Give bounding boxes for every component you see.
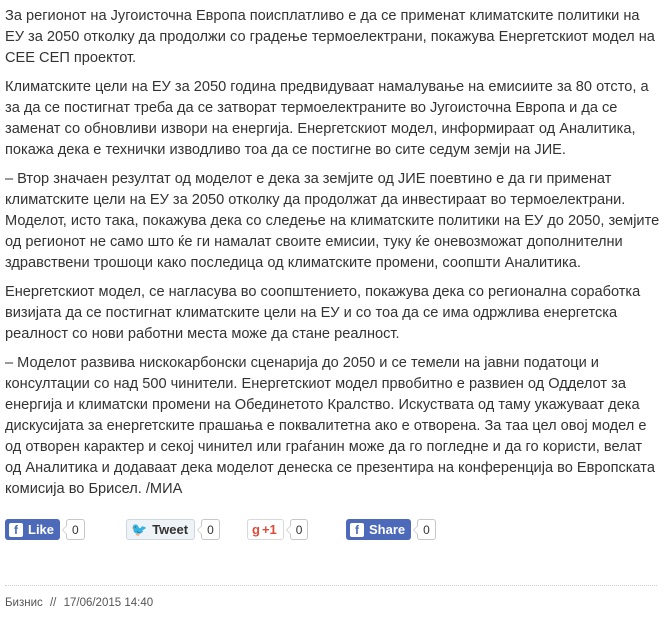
article-paragraph: Климатските цели на ЕУ за 2050 година предвидуваат намалување на емисиите за 80 отсто, а за да се постигнат треба да се затворат термоелектраните во Југоисточна Европа и да се заменат со обновливи извори на енергија. Енергетскиот модел, информираат од Аналитика, покажа дека е технички изводливо тоа да се постигне во сите седум земји на ЈИЕ. — [5, 79, 649, 158]
google-plus-count: 0 — [290, 519, 309, 540]
tweet-label: Tweet — [152, 522, 189, 537]
twitter-widget — [126, 519, 220, 540]
article-paragraph: – Втор значаен резултат од моделот е дека за земјите од ЈИЕ поевтино е да ги применат климатските цели на ЕУ за 2050 отколку да продолжат да инвестираат во термоелектрани. Моделот, исто така, покажува дека со следење на климатските политики на ЕУ до 2050, земјите од регионот не само што ќе ги намалат своите емисии, туку ќе оневозможат дополнителни здравствени трошоци како последица од климатските промени, соопшти Аналитика. — [5, 171, 660, 271]
facebook-like-button[interactable] — [5, 519, 60, 540]
article-meta — [5, 597, 153, 609]
facebook-share-count: 0 — [417, 519, 436, 540]
google-plus-button[interactable] — [247, 519, 284, 540]
facebook-share-label: Share — [369, 522, 406, 537]
facebook-like-count: 0 — [66, 519, 85, 540]
google-plus-icon: g — [252, 522, 260, 537]
google-plus-label: +1 — [261, 522, 277, 537]
google-plus-widget — [247, 519, 308, 540]
article-paragraph: Енергетскиот модел, се нагласува во соопштението, покажува дека со регионална соработка визијата да се постигнат климатските цели на ЕУ и со тоа да се има одржлива енергетска реалност со нови работни места може да стане реалност. — [5, 284, 641, 342]
category-link[interactable]: Бизнис — [5, 597, 43, 609]
publish-datetime: 17/06/2015 14:40 — [63, 597, 154, 609]
facebook-like-label: Like — [28, 522, 55, 537]
meta-separator: // — [49, 597, 57, 609]
tweet-button[interactable] — [126, 519, 195, 540]
article-paragraph: За регионот на Југоисточна Европа поисплатливо е да се применат климатските политики на ЕУ за 2050 отколку да продолжи со градење термоелектрани, покажува Енергетскиот модел на СЕЕ СЕП проектот. — [5, 8, 655, 66]
facebook-like-widget — [5, 519, 85, 540]
divider — [5, 585, 657, 586]
article-body — [5, 6, 661, 508]
facebook-icon: f — [9, 523, 23, 537]
article-paragraph: – Моделот развива нискокарбонски сценарија до 2050 и се темели на јавни податоци и консултации со над 500 чинители. Енергетскиот модел првобитно е развиен од Одделот за енергија и климатски промени на Обединетото Кралство. Искуствата од таму укажуваат дека дискусијата за енергетските прашања е поквалитетна ако е отворена. За таа цел овој модел е од отворен карактер и секој чинител или граѓанин може да го погледне и да го користи, велат од Аналитика и додаваат дека моделот денеска се презентира на конференција во Европската комисија во Брисел. /МИА — [5, 355, 655, 497]
twitter-bird-icon: 🐦 — [131, 521, 148, 537]
facebook-icon: f — [350, 523, 364, 537]
facebook-share-widget — [346, 519, 436, 540]
share-bar — [5, 519, 661, 543]
tweet-count: 0 — [201, 519, 220, 540]
facebook-share-button[interactable] — [346, 519, 411, 540]
